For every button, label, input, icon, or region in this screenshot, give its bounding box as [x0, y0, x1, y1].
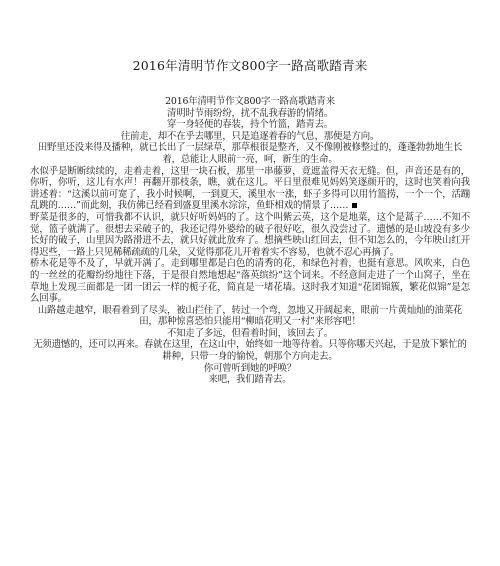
body-paragraph: 无须遗憾的，还可以再来。春就在这里，在这山中，始终如一地等待着。只等你哪天兴起，于是放下繁忙的耕种，只带一身的愉悦，朝那个方向走去。 — [33, 339, 467, 363]
article-subtitle: 2016年清明节作文800字一路高歌踏青来 — [165, 96, 335, 107]
body-paragraph: 不知走了多远，但看着时间，该回去了。 — [166, 327, 334, 339]
closing-line: 来吧，我们踏青去。 — [208, 374, 292, 386]
body-paragraph: 野菜是很多的，可惜我都不认识，就只好听妈妈的了。这个叫紫云英，这个是地菜，这个是蒿子……不知不觉，篮子就满了。很想去采破子的，我还记得外婆给的破子很好吃，很久没尝过了。遗憾的是山坡没有多少长好的破子，山里因为路滑进不去，就只好就此放弃了。想摘些映山红回去，但不知怎么的，今年映山红开得迟些，一路上只见稀稀疏疏的几朵，又觉得那花儿开着着实不容易，也就不忍心再摘了。 — [30, 211, 470, 258]
square-mark-icon — [352, 203, 357, 208]
body-paragraph: 山路越走越窄，眼看着到了尽头，被山拦住了，转过一个弯，忽地又开阔起来，眼前一片黄灿灿的油菜花田，那种惊喜恐怕只能用“柳暗花明又一村”来形容吧！ — [37, 304, 463, 328]
intro-line: 往前走，却不在乎去哪里，只是追逐着春的气息，那便是方向。 — [120, 130, 380, 142]
page-title: 2016年清明节作文800字一路高歌踏青来 — [132, 58, 368, 73]
article-body — [30, 96, 470, 386]
closing-line: 你可曾听到她的呼唤？ — [203, 362, 297, 374]
intro-line: 清明时节雨纷纷，扰不乱我春游的情绪。 — [166, 107, 334, 119]
body-paragraph: 水似乎是断断续续的，走着走着，这里一块石板，那里一串藤萝，竟遮盖得天衣无缝。但，声音还是有的，你听，你听，这儿有水声！再翻开那枝条，瞧，就在这儿。平日里很难见妈妈笑逐颜开的，这时也笑着向我讲述着：“这溪以前可宽了，我小时候啊，一到夏天，溪里水一涨，虾子多得可以用竹篮捞，一个一个，活蹦乱跳的……”而此刻，我仿佛已经看到盛夏里溪水淙淙，鱼虾相戏的情景了…… — [30, 165, 470, 212]
intro-paragraph: 田野里还没来得及播种，就已长出了一层绿草，那草根很是整齐，又不像刚被修整过的，蓬蓬勃勃地生长着，总能让人眼前一亮，呵，新生的生命。 — [37, 142, 463, 165]
body-paragraph: 桥木花是等不及了，早就开满了。走到哪里都是白色的清秀的花，和绿色衬着，也挺有意思。风吹来，白色的一丝丝的花瓣纷纷地往下落，于是很自然地想起“落英缤纷”这个词来。不经意间走进了一个山窝子，坐在草地上发现三面都是一团一团云一样的栀子花，简直是一堵花墙。这时我才知道“花团锦簇，繁花似锦”是怎么回事。 — [30, 258, 470, 305]
intro-line: 穿一身轻便的春装，持个竹篮，踏青去。 — [166, 119, 334, 131]
